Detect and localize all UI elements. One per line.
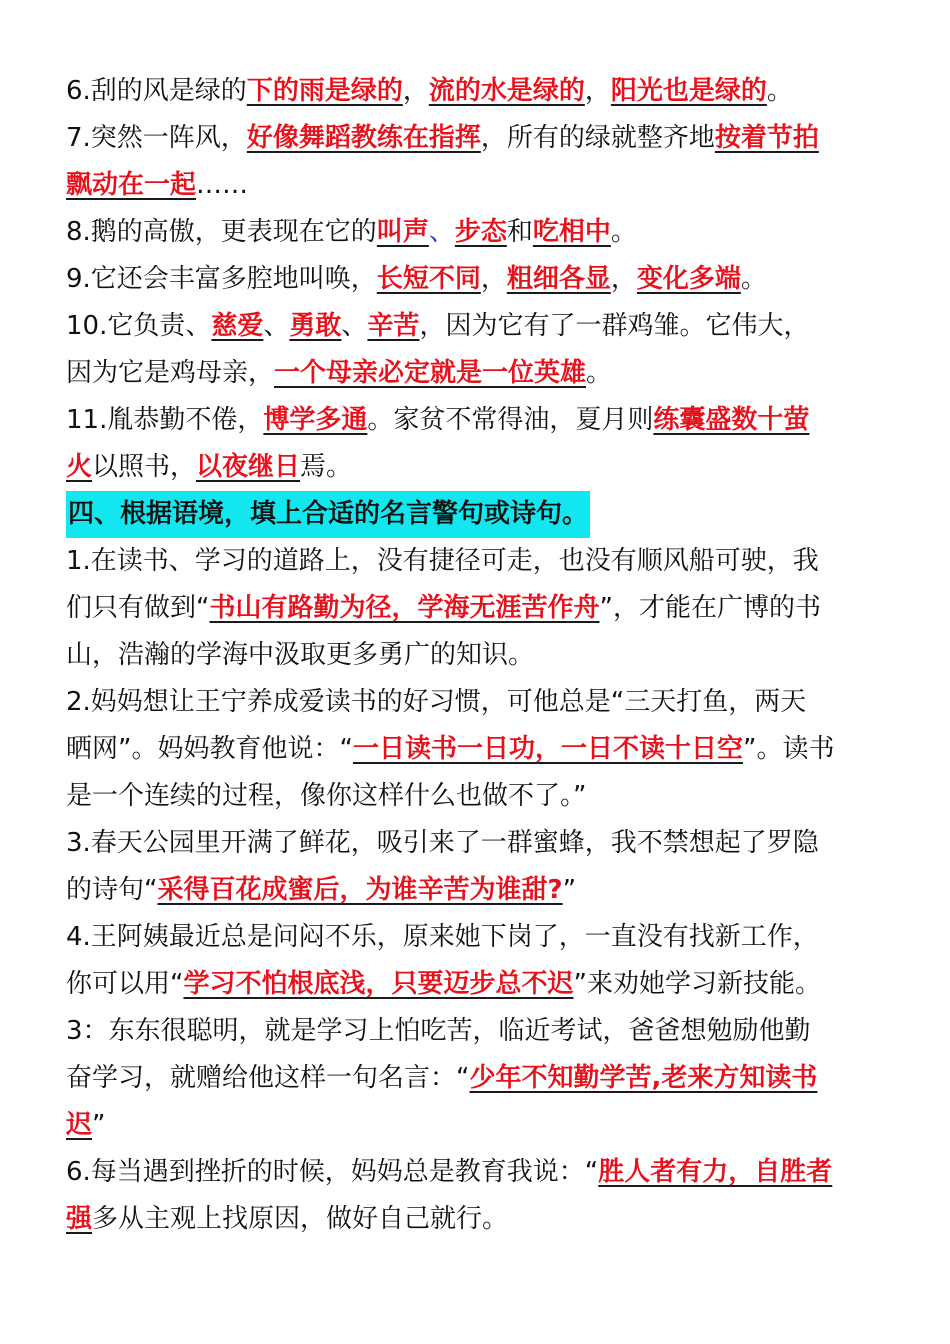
text-line bbox=[66, 773, 888, 820]
question-text: ，因为它有了一群鸡雏。它伟大， bbox=[419, 311, 810, 341]
question-text: 。 bbox=[610, 217, 637, 247]
question-text: 11.胤恭勤不倦， bbox=[66, 405, 264, 435]
text-line bbox=[66, 68, 888, 115]
text-line bbox=[66, 209, 888, 256]
question-text: 、 bbox=[341, 311, 368, 341]
answer-text: 胜人者有力，自胜者 bbox=[598, 1157, 833, 1187]
question-text: 。 bbox=[740, 264, 767, 294]
text-line bbox=[66, 726, 888, 773]
question-text: 9.它还会丰富多腔地叫唤， bbox=[66, 264, 377, 294]
question-text: ， bbox=[610, 264, 637, 294]
question-text: 因为它是鸡母亲， bbox=[66, 358, 275, 388]
question-text: 。家贫不常得油，夏月则 bbox=[367, 405, 654, 435]
answer-text: 学习不怕根底浅，只要迈步总不迟 bbox=[183, 969, 574, 999]
answer-text: 阳光也是绿的 bbox=[610, 76, 767, 106]
answer-text: 吃相中 bbox=[532, 217, 611, 247]
question-text: ”。读书 bbox=[742, 734, 835, 764]
question-text: 6.刮的风是绿的 bbox=[66, 76, 247, 106]
question-text: ， bbox=[402, 76, 429, 106]
question-text: 们只有做到“ bbox=[66, 593, 210, 623]
question-text: ， bbox=[584, 76, 611, 106]
question-text: 你可以用“ bbox=[66, 969, 184, 999]
question-text: ” bbox=[562, 875, 577, 905]
question-text: 7.突然一阵风， bbox=[66, 123, 247, 153]
question-text: ”来劝她学习新技能。 bbox=[573, 969, 821, 999]
text-line bbox=[66, 256, 888, 303]
answer-text: 下的雨是绿的 bbox=[246, 76, 403, 106]
question-text: 。 bbox=[586, 358, 613, 388]
text-line bbox=[66, 444, 888, 491]
answer-text: 粗细各显 bbox=[506, 264, 611, 294]
question-text: 、 bbox=[263, 311, 290, 341]
answer-text: 勇敢 bbox=[289, 311, 342, 341]
text-line bbox=[66, 162, 888, 209]
answer-text: 书山有路勤为径，学海无涯苦作舟 bbox=[209, 593, 600, 623]
question-text: 2.妈妈想让王宁养成爱读书的好习惯，可他总是“三天打鱼，两天 bbox=[66, 687, 807, 717]
answer-text: 火 bbox=[66, 452, 93, 482]
answer-text: 采得百花成蜜后，为谁辛苦为谁甜? bbox=[157, 875, 563, 905]
answer-text: 强 bbox=[66, 1204, 93, 1234]
text-line bbox=[66, 867, 888, 914]
question-text: 3.春天公园里开满了鲜花，吸引来了一群蜜蜂，我不禁想起了罗隐 bbox=[66, 828, 819, 858]
answer-text: 步态 bbox=[454, 217, 507, 247]
text-line bbox=[66, 303, 888, 350]
answer-text: 变化多端 bbox=[636, 264, 741, 294]
text-line bbox=[66, 1196, 888, 1243]
answer-text: 流的水是绿的 bbox=[428, 76, 585, 106]
question-text: 和 bbox=[506, 217, 533, 247]
question-text: 多从主观上找原因，做好自己就行。 bbox=[92, 1204, 509, 1234]
text-line bbox=[66, 397, 888, 444]
answer-text: 长短不同 bbox=[376, 264, 481, 294]
answer-text: 少年不知勤学苦,老来方知读书 bbox=[469, 1063, 818, 1093]
text-line bbox=[66, 1055, 888, 1102]
text-line bbox=[66, 1008, 888, 1055]
question-text: 奋学习，就赠给他这样一句名言：“ bbox=[66, 1063, 470, 1093]
question-text: 4.王阿姨最近总是问闷不乐，原来她下岗了，一直没有找新工作， bbox=[66, 922, 819, 952]
answer-text: 以夜继日 bbox=[196, 452, 301, 482]
question-text: 晒网”。妈妈教育他说：“ bbox=[66, 734, 353, 764]
question-text: 6.每当遇到挫折的时候，妈妈总是教育我说：“ bbox=[66, 1157, 599, 1187]
answer-text: 迟 bbox=[66, 1110, 93, 1140]
text-line bbox=[66, 538, 888, 585]
text-line bbox=[66, 679, 888, 726]
answer-text: 叫声 bbox=[376, 217, 429, 247]
answer-text: 博学多通 bbox=[263, 405, 368, 435]
text-line bbox=[66, 632, 888, 679]
question-text: 10.它负责、 bbox=[66, 311, 212, 341]
answer-text: 一日读书一日功，一日不读十日空 bbox=[352, 734, 743, 764]
question-text: 焉。 bbox=[300, 452, 353, 482]
answer-text: 练囊盛数十萤 bbox=[653, 405, 810, 435]
answer-text: 好像舞蹈教练在指挥 bbox=[246, 123, 481, 153]
question-text: ， bbox=[480, 264, 507, 294]
question-text: ” bbox=[92, 1110, 106, 1140]
question-text: 以照书， bbox=[92, 452, 197, 482]
text-line bbox=[66, 585, 888, 632]
question-text: 8.鹅的高傲，更表现在它的 bbox=[66, 217, 377, 247]
text-line bbox=[66, 820, 888, 867]
question-text: ”，才能在广博的书 bbox=[599, 593, 821, 623]
text-line bbox=[66, 491, 888, 538]
question-text: ，所有的绿就整齐地 bbox=[480, 123, 715, 153]
question-text: 山，浩瀚的学海中汲取更多勇广的知识。 bbox=[66, 640, 535, 670]
question-text: …… bbox=[196, 170, 249, 200]
text-line bbox=[66, 914, 888, 961]
text-line bbox=[66, 961, 888, 1008]
question-text: 是一个连续的过程，像你这样什么也做不了。” bbox=[66, 781, 587, 811]
question-text: 。 bbox=[766, 76, 793, 106]
answer-text: 辛苦 bbox=[367, 311, 420, 341]
separator-text: 、 bbox=[428, 217, 455, 247]
answer-text: 飘动在一起 bbox=[66, 170, 197, 200]
text-line bbox=[66, 115, 888, 162]
section-heading: 四、根据语境，填上合适的名言警句或诗句。 bbox=[66, 491, 590, 538]
text-line bbox=[66, 350, 888, 397]
question-text: 3：东东很聪明，就是学习上怕吃苦，临近考试，爸爸想勉励他勤 bbox=[66, 1016, 811, 1046]
answer-text: 一个母亲必定就是一位英雄 bbox=[274, 358, 587, 388]
question-text: 的诗句“ bbox=[66, 875, 158, 905]
question-text: 1.在读书、学习的道路上，没有捷径可走，也没有顺风船可驶，我 bbox=[66, 546, 819, 576]
text-line bbox=[66, 1149, 888, 1196]
answer-text: 按着节拍 bbox=[714, 123, 819, 153]
text-line bbox=[66, 1102, 888, 1149]
answer-text: 慈爱 bbox=[211, 311, 264, 341]
